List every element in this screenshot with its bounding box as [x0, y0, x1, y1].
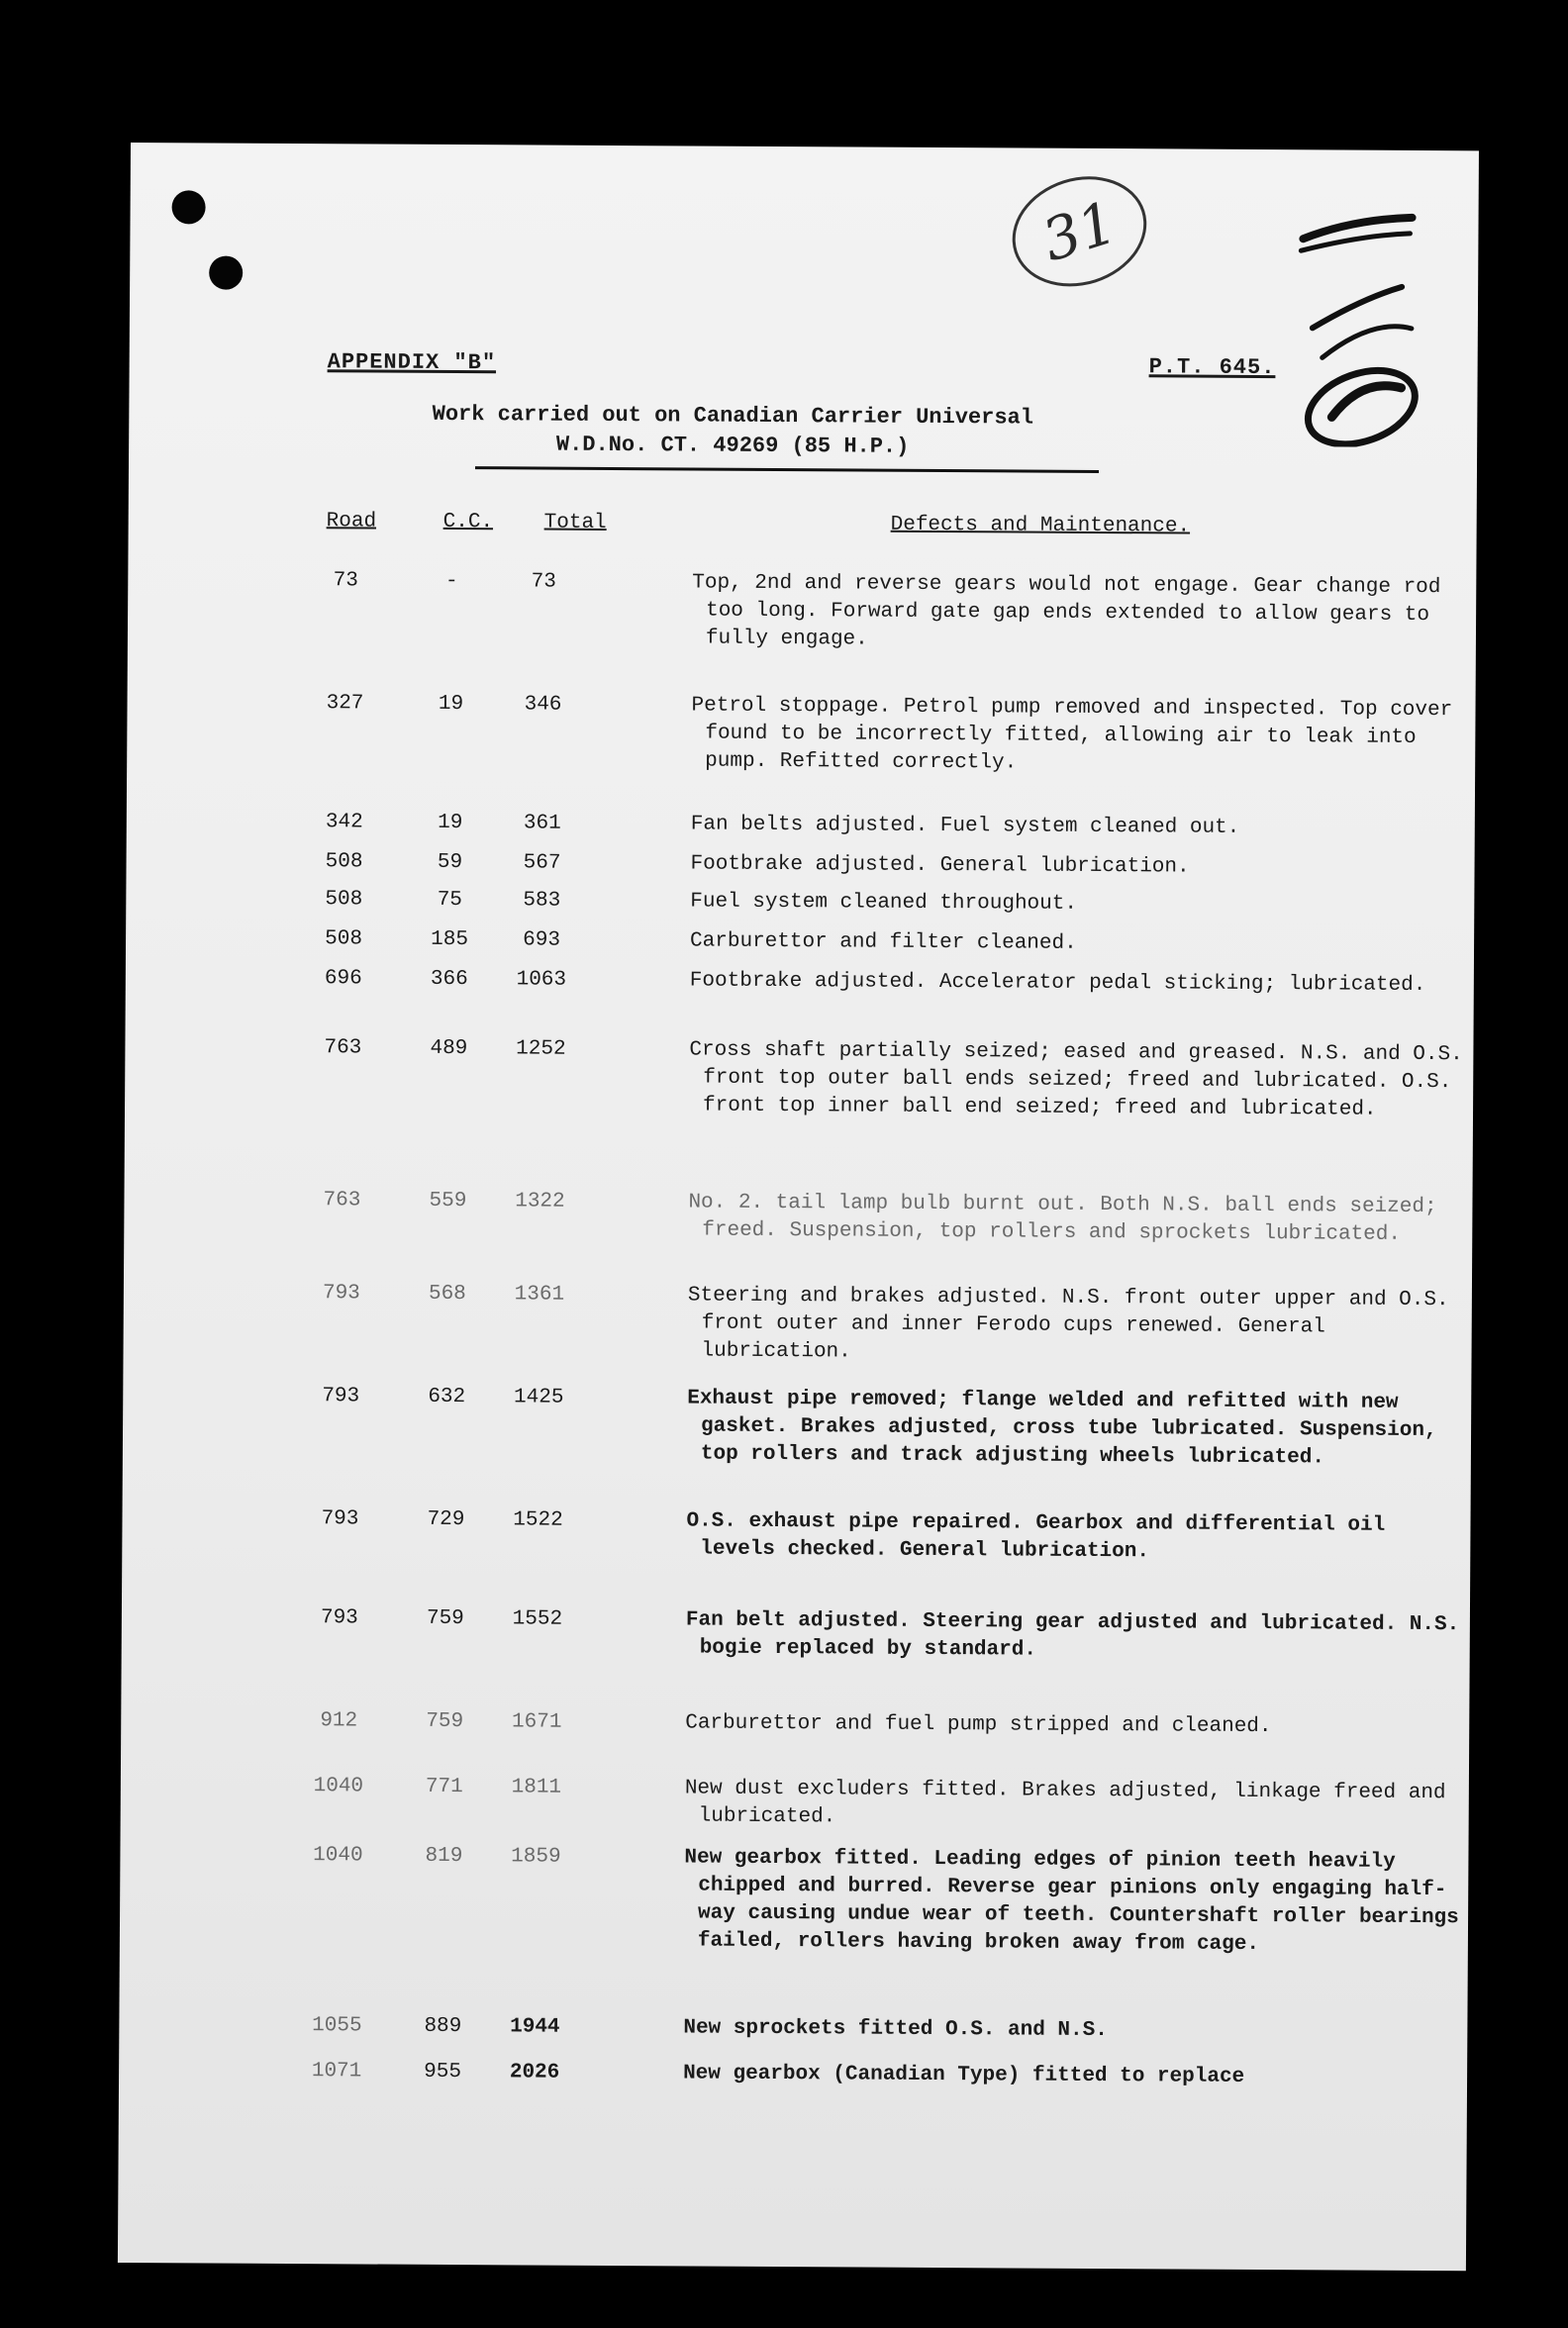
defect-description: Fuel system cleaned throughout.	[690, 890, 1078, 916]
total-value: 361	[523, 812, 561, 835]
defect-description: O.S. exhaust pipe repaired. Gearbox and differential oil levels checked. General lubrication.	[686, 1509, 1386, 1564]
total-value: 693	[523, 928, 561, 952]
cc-value: 771	[425, 1775, 463, 1799]
table-row	[119, 2011, 1467, 2043]
road-value: 793	[321, 1507, 359, 1531]
column-header-defects: Defects and Maintenance.	[890, 513, 1191, 538]
road-value: 793	[322, 1385, 360, 1408]
road-value: 763	[324, 1036, 362, 1060]
cc-value: 489	[430, 1036, 468, 1061]
cc-value: 19	[438, 692, 464, 717]
defect-description: Petrol stoppage. Petrol pump removed and inspected. Top cover found to be incorrectly fitted, allowing air to leak into pump. Refitted correctly.	[691, 694, 1453, 775]
total-value: 1811	[511, 1776, 562, 1799]
reference-number: P.T. 645.	[1148, 354, 1276, 381]
total-value: 1522	[513, 1508, 563, 1532]
punch-hole-top	[171, 190, 205, 224]
cc-value: 819	[425, 1844, 463, 1869]
defect-description: Top, 2nd and reverse gears would not engage. Gear change rod too long. Forward gate gap ends extended to allow gears to fully engage.	[692, 571, 1441, 651]
total-value: 2026	[509, 2061, 560, 2085]
table-row	[119, 2057, 1467, 2088]
table-row	[121, 1706, 1469, 1739]
table-row	[127, 847, 1475, 879]
total-value: 1425	[513, 1386, 564, 1409]
road-value: 1040	[313, 1775, 364, 1798]
road-value: 327	[326, 692, 364, 716]
cc-value: 366	[430, 967, 468, 992]
road-value: 342	[325, 811, 363, 834]
defect-description: No. 2. tail lamp bulb burnt out. Both N.S. ball ends seized; freed. Suspension, top rollers and sprockets lubricated.	[688, 1191, 1437, 1246]
road-value: 696	[324, 967, 362, 991]
cc-value: 19	[438, 811, 463, 835]
cc-value: 889	[424, 2014, 462, 2039]
defect-description: Footbrake adjusted. Accelerator pedal sticking; lubricated.	[689, 969, 1426, 998]
total-value: 1552	[512, 1607, 563, 1631]
road-value: 1055	[312, 2014, 362, 2038]
column-header-cc: C.C.	[442, 510, 494, 534]
table-row	[126, 1033, 1474, 1121]
road-value: 793	[322, 1282, 360, 1306]
defect-description: Fan belts adjusted. Fuel system cleaned out.	[690, 813, 1240, 839]
total-value: 1671	[511, 1710, 562, 1734]
road-value: 508	[325, 850, 363, 874]
total-value: 1859	[511, 1845, 561, 1869]
appendix-label: APPENDIX "B"	[327, 349, 497, 376]
table-row	[126, 924, 1474, 955]
table-row	[123, 1382, 1471, 1470]
handwritten-scribble-mark	[1292, 209, 1431, 447]
table-row	[121, 1841, 1469, 1956]
cc-value: -	[444, 569, 458, 594]
table-row	[126, 964, 1474, 998]
cc-value: 632	[428, 1385, 466, 1409]
table-row	[126, 885, 1474, 916]
punch-hole-bottom	[209, 255, 243, 289]
total-value: 1252	[516, 1037, 566, 1061]
total-value: 1063	[516, 968, 567, 992]
document-title-line-2: W.D.No. CT. 49269 (85 H.P.)	[555, 432, 910, 459]
total-value: 346	[524, 693, 562, 717]
road-value: 508	[325, 927, 363, 951]
table-row	[122, 1603, 1470, 1662]
cc-value: 568	[428, 1282, 466, 1307]
road-value: 912	[320, 1709, 358, 1733]
cc-value: 729	[427, 1507, 465, 1532]
cc-value: 185	[431, 927, 469, 952]
defect-description: Footbrake adjusted. General lubrication.	[690, 852, 1190, 879]
title-underline	[475, 466, 1099, 473]
defect-description: Fan belt adjusted. Steering gear adjusted and lubricated. N.S. bogie replaced by standard.	[685, 1608, 1460, 1662]
table-row	[124, 1279, 1472, 1364]
road-value: 793	[320, 1606, 358, 1630]
defect-description: New gearbox fitted. Leading edges of pinion teeth heavily chipped and burred. Reverse gear pinions only engaging half-way causing undue wear of teeth. Countershaft roller bearings failed, rollers having broken away from cage.	[684, 1846, 1459, 1956]
road-value: 1071	[311, 2060, 362, 2084]
cc-value: 559	[429, 1189, 467, 1213]
total-value: 73	[531, 570, 556, 594]
defect-description: Carburettor and filter cleaned.	[690, 929, 1077, 955]
total-value: 1944	[510, 2015, 560, 2039]
defect-description: Carburettor and fuel pump stripped and cleaned.	[685, 1711, 1272, 1739]
table-row	[128, 689, 1476, 775]
cc-value: 59	[437, 850, 463, 875]
cc-value: 75	[437, 888, 463, 913]
table-row	[125, 1186, 1473, 1246]
table-row	[127, 808, 1475, 839]
total-value: 583	[523, 889, 561, 913]
defect-description: Cross shaft partially seized; eased and greased. N.S. and O.S. front top outer ball ends seized; freed and lubricated. O.S. front top inner ball end seized; freed and lubricated.	[689, 1038, 1463, 1121]
defect-description: New gearbox (Canadian Type) fitted to replace	[683, 2062, 1245, 2088]
folio-number: 31	[998, 159, 1160, 303]
defect-description: Steering and brakes adjusted. N.S. front outer upper and O.S. front outer and inner Ferodo cups renewed. General lubrication.	[687, 1284, 1449, 1364]
total-value: 567	[523, 851, 561, 875]
table-row	[123, 1504, 1471, 1564]
defect-description: New sprockets fitted O.S. and N.S.	[683, 2016, 1108, 2043]
defect-description: Exhaust pipe removed; flange welded and refitted with new gasket. Brakes adjusted, cross tube lubricated. Suspension, top rollers and track adjusting wheels lubricated.	[687, 1387, 1437, 1470]
column-header-road: Road	[326, 510, 377, 534]
cc-value: 955	[424, 2060, 462, 2085]
table-row	[121, 1772, 1469, 1829]
cc-value: 759	[426, 1709, 464, 1734]
cc-value: 759	[426, 1606, 464, 1631]
road-value: 508	[325, 888, 363, 912]
document-page	[118, 143, 1479, 2271]
total-value: 1361	[514, 1283, 565, 1307]
column-header-total: Total	[543, 511, 607, 534]
defect-description: New dust excluders fitted. Brakes adjusted, linkage freed and lubricated.	[684, 1777, 1446, 1829]
total-value: 1322	[515, 1190, 565, 1213]
road-value: 763	[323, 1189, 361, 1212]
road-value: 73	[333, 569, 358, 593]
table-row	[128, 566, 1476, 651]
document-title-line-1: Work carried out on Canadian Carrier Universal	[432, 401, 1034, 431]
road-value: 1040	[313, 1844, 363, 1868]
